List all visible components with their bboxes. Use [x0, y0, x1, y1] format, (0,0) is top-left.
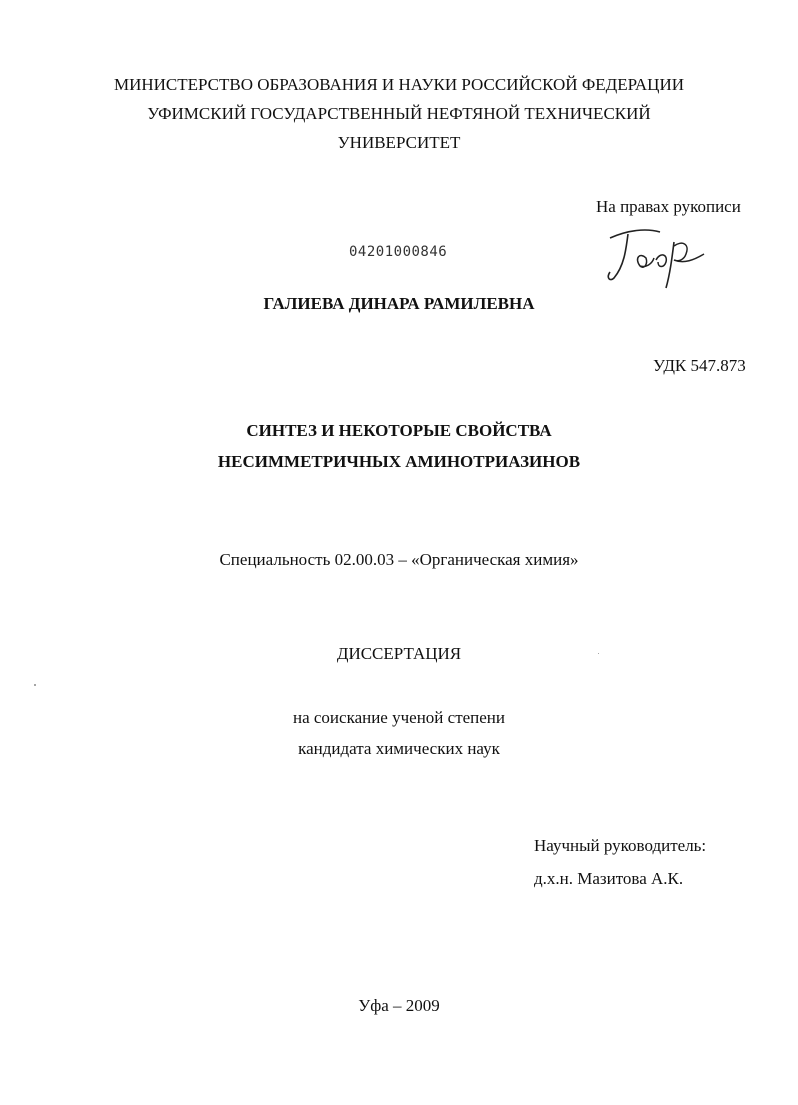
university-line-1: УФИМСКИЙ ГОСУДАРСТВЕННЫЙ НЕФТЯНОЙ ТЕХНИЧЕСКИЙ: [147, 104, 651, 123]
place-year: Уфа – 2009: [358, 996, 440, 1015]
archive-number: 04201000846: [349, 244, 448, 260]
ministry-line: МИНИСТЕРСТВО ОБРАЗОВАНИЯ И НАУКИ РОССИЙСКОЙ ФЕДЕРАЦИИ: [113, 75, 685, 94]
scan-speck: [598, 653, 599, 654]
degree-line-1: на соискание ученой степени: [292, 708, 506, 727]
title-line-1: СИНТЕЗ И НЕКОТОРЫЕ СВОЙСТВА: [246, 421, 552, 440]
document-type: ДИССЕРТАЦИЯ: [336, 644, 462, 663]
supervisor-label: Научный руководитель:: [534, 836, 707, 855]
title-line-2: НЕСИММЕТРИЧНЫХ АМИНОТРИАЗИНОВ: [217, 452, 581, 471]
specialty: Специальность 02.00.03 – «Органическая химия»: [219, 550, 579, 569]
manuscript-note: На правах рукописи: [596, 197, 741, 216]
degree-line-2: кандидата химических наук: [298, 739, 500, 758]
scan-speck: [34, 684, 36, 686]
author-name: ГАЛИЕВА ДИНАРА РАМИЛЕВНА: [263, 294, 535, 313]
udc-code: УДК 547.873: [653, 356, 746, 375]
signature: [600, 218, 710, 290]
supervisor-name: д.х.н. Мазитова А.К.: [534, 869, 684, 888]
university-line-2: УНИВЕРСИТЕТ: [337, 133, 461, 152]
